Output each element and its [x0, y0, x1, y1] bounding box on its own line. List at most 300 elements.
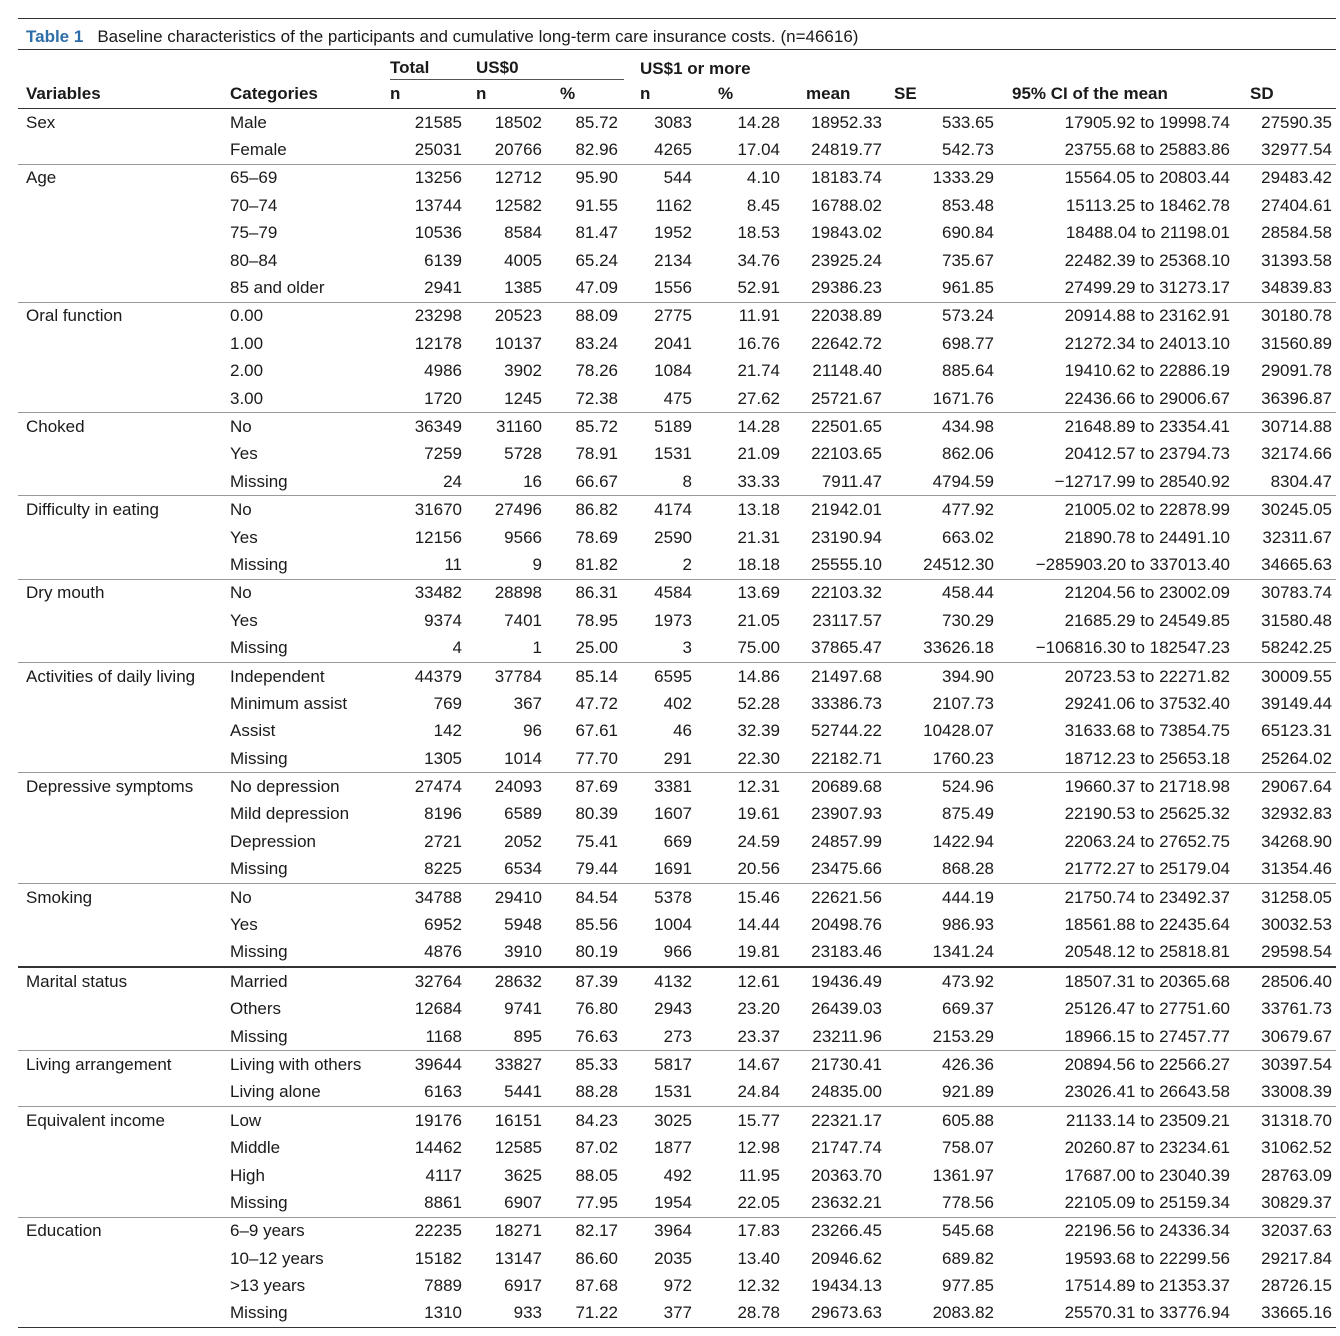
cell-mean: 25721.67	[811, 388, 883, 408]
table-row	[18, 1107, 1336, 1135]
cell-us1-pct: 52.28	[737, 693, 781, 713]
cell-us1-pct: 12.98	[737, 1138, 781, 1158]
cell-variable	[18, 220, 224, 247]
cell-us1-pct: 19.61	[737, 804, 781, 824]
cell-ci: −12717.99 to 28540.92	[1054, 471, 1231, 491]
cell-category: Yes	[230, 444, 258, 464]
cell-sd: 30180.78	[1236, 302, 1336, 330]
table-row	[18, 136, 1336, 164]
cell-us1-n: 4584	[624, 579, 702, 607]
cell-category: 10–12 years	[230, 1248, 324, 1268]
col-mean: mean	[786, 80, 888, 109]
table-row	[18, 441, 1336, 468]
table-row	[18, 1272, 1336, 1299]
cell-sd: 29483.42	[1236, 164, 1336, 192]
cell-se: 698.77	[942, 333, 995, 353]
cell-us1-n: 5189	[624, 413, 702, 441]
cell-category: Depression	[230, 831, 316, 851]
cell-variable	[18, 1134, 224, 1161]
table-caption	[18, 19, 1336, 50]
cell-total-n: 4	[452, 638, 462, 658]
cell-se: 24512.30	[923, 554, 995, 574]
cell-us0-pct: 76.80	[575, 999, 618, 1019]
cell-sd: 8304.47	[1270, 471, 1333, 491]
cell-variable	[18, 745, 224, 773]
cell-sd: 28763.09	[1261, 1165, 1333, 1185]
cell-us1-pct: 28.78	[702, 1300, 786, 1328]
table-row	[18, 1162, 1336, 1189]
cell-us1-n: 2943	[654, 999, 692, 1019]
cell-variable	[18, 856, 224, 884]
cell-mean: 23907.93	[811, 804, 883, 824]
cell-variable	[18, 718, 224, 745]
cell-ci: 27499.29 to 31273.17	[1064, 278, 1231, 298]
table-row	[18, 883, 1336, 911]
cell-us1-n: 4265	[654, 140, 692, 160]
cell-sd: 32037.63	[1236, 1217, 1336, 1245]
cell-variable	[18, 911, 224, 938]
cell-mean: 19434.13	[811, 1276, 883, 1296]
table-row	[18, 385, 1336, 413]
cell-mean: 23190.94	[811, 527, 883, 547]
table-row	[18, 856, 1336, 884]
cell-us1-n: 1162	[655, 195, 692, 215]
cell-se: 394.90	[888, 662, 998, 690]
cell-total-n: 11	[444, 554, 462, 574]
cell-us0-pct: 84.54	[546, 883, 624, 911]
cell-mean: 24835.00	[811, 1082, 883, 1102]
cell-ci: 20723.53 to 22271.82	[998, 662, 1236, 690]
cell-total-n: 4117	[425, 1165, 462, 1185]
cell-us0-n: 5948	[504, 915, 542, 935]
cell-sd: 34839.83	[1261, 278, 1333, 298]
cell-us1-pct: 33.33	[737, 471, 781, 491]
cell-us0-n: 6589	[504, 804, 542, 824]
table-row	[18, 745, 1336, 773]
cell-mean: 25555.10	[811, 554, 883, 574]
cell-total-n: 6952	[424, 915, 462, 935]
cell-se: 690.84	[942, 223, 995, 243]
cell-us0-n: 7401	[504, 610, 542, 630]
cell-us1-pct: 14.28	[702, 413, 786, 441]
cell-sd: 30783.74	[1236, 579, 1336, 607]
cell-se: 2107.73	[932, 693, 995, 713]
cell-mean: 22501.65	[786, 413, 888, 441]
cell-category: 2.00	[230, 361, 264, 381]
cell-total-n: 12684	[414, 999, 462, 1019]
cell-se: 758.07	[942, 1138, 995, 1158]
cell-us1-pct: 13.18	[702, 496, 786, 524]
cell-mean: 23211.96	[812, 1026, 883, 1046]
cell-total-n: 6139	[424, 250, 462, 270]
cell-us0-pct: 78.91	[575, 444, 618, 464]
cell-us1-pct: 14.44	[737, 915, 781, 935]
cell-category: 3.00	[230, 388, 264, 408]
cell-us0-n: 12712	[466, 164, 546, 192]
cell-us0-n: 3902	[504, 361, 542, 381]
cell-us0-pct: 87.39	[546, 967, 624, 995]
cell-mean: 24819.77	[811, 140, 883, 160]
cell-se: 663.02	[942, 527, 995, 547]
cell-total-n: 6163	[424, 1082, 462, 1102]
cell-ci: 19410.62 to 22886.19	[1064, 361, 1231, 381]
cell-us0-n: 31160	[466, 413, 546, 441]
cell-us1-pct: 12.31	[702, 773, 786, 801]
cell-us0-n: 9566	[504, 527, 542, 547]
cell-us1-n: 2041	[654, 333, 692, 353]
cell-us1-n: 402	[663, 693, 692, 713]
cell-se: 10428.07	[923, 721, 995, 741]
cell-us0-pct: 91.55	[575, 195, 618, 215]
cell-mean: 24857.99	[811, 831, 883, 851]
cell-se: 2153.29	[932, 1026, 995, 1046]
cell-sd: 31318.70	[1236, 1107, 1336, 1135]
cell-se: 868.28	[942, 859, 995, 879]
table-body	[18, 109, 1336, 1328]
cell-us0-pct: 66.67	[575, 471, 618, 491]
cell-se: 778.56	[942, 1192, 995, 1212]
cell-us1-pct: 52.91	[737, 278, 781, 298]
cell-us0-pct: 75.41	[575, 831, 618, 851]
cell-us1-n: 1531	[654, 444, 692, 464]
cell-us1-n: 3381	[624, 773, 702, 801]
cell-ci: 17687.00 to 23040.39	[1064, 1165, 1231, 1185]
cell-ci: 21133.14 to 23509.21	[998, 1107, 1236, 1135]
cell-us0-n: 3625	[504, 1165, 542, 1185]
cell-total-n: 4986	[424, 361, 462, 381]
cell-mean: 21497.68	[786, 662, 888, 690]
cell-se: 524.96	[888, 773, 998, 801]
cell-us0-n: 29410	[466, 883, 546, 911]
table-container	[18, 18, 1336, 1328]
cell-us1-pct: 18.53	[737, 223, 781, 243]
cell-sd: 65123.31	[1261, 721, 1333, 741]
cell-mean: 22642.72	[811, 333, 883, 353]
cell-variable: Depressive symptoms	[18, 773, 224, 801]
col-us0-n: n	[466, 80, 546, 109]
table-row	[18, 634, 1336, 662]
cell-total-n: 39644	[390, 1051, 466, 1079]
cell-sd: 32311.67	[1262, 527, 1333, 547]
cell-us1-n: 1954	[654, 1192, 692, 1212]
cell-us1-pct: 75.00	[737, 638, 781, 658]
cell-category: 85 and older	[230, 278, 325, 298]
cell-us0-pct: 95.90	[546, 164, 624, 192]
cell-sd: 29217.84	[1261, 1248, 1333, 1268]
cell-mean: 22621.56	[786, 883, 888, 911]
cell-us0-n: 20766	[494, 140, 542, 160]
table-row	[18, 496, 1336, 524]
col-ci: 95% CI of the mean	[998, 80, 1236, 109]
cell-us0-n: 96	[523, 721, 542, 741]
cell-category: Missing	[224, 1300, 390, 1328]
table-row	[18, 718, 1336, 745]
cell-category: 0.00	[224, 302, 390, 330]
cell-sd: 39149.44	[1261, 693, 1333, 713]
cell-ci: 22063.24 to 27652.75	[1064, 831, 1231, 851]
cell-us1-n: 492	[663, 1165, 692, 1185]
cell-mean: 23925.24	[811, 250, 883, 270]
table-row	[18, 274, 1336, 302]
cell-us1-n: 1607	[654, 804, 692, 824]
cell-us0-pct: 82.96	[575, 140, 618, 160]
cell-us1-n: 4132	[624, 967, 702, 995]
cell-category: Independent	[224, 662, 390, 690]
cell-se: 426.36	[888, 1051, 998, 1079]
cell-us1-pct: 11.95	[738, 1165, 781, 1185]
cell-category: Yes	[230, 915, 258, 935]
cell-se: 1422.94	[932, 831, 995, 851]
cell-sd: 32174.66	[1261, 444, 1333, 464]
cell-ci: 21272.34 to 24013.10	[1064, 333, 1231, 353]
cell-us0-pct: 67.61	[575, 721, 618, 741]
cell-category: Missing	[230, 748, 288, 768]
cell-us1-n: 273	[663, 1026, 692, 1046]
cell-us1-pct: 12.32	[737, 1276, 781, 1296]
cell-variable	[18, 1189, 224, 1217]
cell-total-n: 13744	[414, 195, 462, 215]
cell-us0-pct: 82.17	[546, 1217, 624, 1245]
cell-us1-n: 3	[682, 638, 692, 658]
cell-total-n: 12178	[414, 333, 462, 353]
cell-category: Mild depression	[230, 804, 350, 824]
cell-mean: 21942.01	[786, 496, 888, 524]
table-row	[18, 662, 1336, 690]
cell-variable: Living arrangement	[18, 1051, 224, 1079]
cell-se: 33626.18	[923, 638, 995, 658]
cell-us0-pct: 84.23	[546, 1107, 624, 1135]
cell-us0-pct: 80.19	[575, 942, 618, 962]
cell-us0-n: 1245	[504, 388, 542, 408]
table-row	[18, 109, 1336, 137]
cell-ci: 21890.78 to 24491.10	[1064, 527, 1231, 547]
table-row	[18, 468, 1336, 496]
cell-sd: 58242.25	[1261, 638, 1333, 658]
cell-us0-n: 5441	[504, 1082, 542, 1102]
header-group-row	[18, 50, 1336, 80]
cell-category: No	[224, 883, 390, 911]
cell-category: 65–69	[224, 164, 390, 192]
cell-us1-pct: 20.56	[737, 859, 781, 879]
cell-us1-pct: 15.46	[702, 883, 786, 911]
cell-category: Missing	[230, 1026, 288, 1046]
cell-variable: Smoking	[18, 883, 224, 911]
cell-mean: 18183.74	[786, 164, 888, 192]
cell-sd: 34665.63	[1261, 554, 1333, 574]
table-row	[18, 579, 1336, 607]
cell-se: 986.93	[942, 915, 995, 935]
cell-us1-n: 1531	[654, 1082, 692, 1102]
cell-total-n: 4876	[424, 942, 462, 962]
cell-us0-n: 16151	[466, 1107, 546, 1135]
cell-ci: 22196.56 to 24336.34	[998, 1217, 1236, 1245]
cell-us0-n: 6534	[504, 859, 542, 879]
cell-total-n: 44379	[390, 662, 466, 690]
cell-variable	[18, 1079, 224, 1107]
cell-se: 1760.23	[932, 748, 995, 768]
cell-us0-n: 37784	[466, 662, 546, 690]
cell-us1-n: 1004	[654, 915, 692, 935]
cell-total-n: 36349	[390, 413, 466, 441]
cell-category: 6–9 years	[224, 1217, 390, 1245]
cell-variable	[18, 441, 224, 468]
cell-variable	[18, 1162, 224, 1189]
cell-sd: 27404.61	[1261, 195, 1333, 215]
cell-us0-pct: 65.24	[575, 250, 618, 270]
header-total: Total	[390, 50, 466, 80]
cell-mean: 19843.02	[811, 223, 883, 243]
cell-us1-n: 2775	[624, 302, 702, 330]
cell-ci: 20548.12 to 25818.81	[1064, 942, 1231, 962]
cell-category: Living with others	[224, 1051, 390, 1079]
cell-sd: 30245.05	[1236, 496, 1336, 524]
cell-ci: 20412.57 to 23794.73	[1064, 444, 1231, 464]
cell-us1-pct: 18.18	[737, 554, 781, 574]
cell-us0-pct: 78.26	[575, 361, 618, 381]
cell-se: 434.98	[888, 413, 998, 441]
cell-sd: 31393.58	[1261, 250, 1333, 270]
cell-ci: −285903.20 to 337013.40	[1035, 554, 1231, 574]
table-label: Table 1	[26, 27, 84, 46]
cell-se: 444.19	[888, 883, 998, 911]
header-us0: US$0	[466, 50, 624, 80]
cell-us0-pct: 88.09	[546, 302, 624, 330]
cell-sd: 28506.40	[1236, 967, 1336, 995]
table-row	[18, 967, 1336, 995]
table-row	[18, 302, 1336, 330]
cell-mean: 20363.70	[811, 1165, 883, 1185]
cell-us1-pct: 16.76	[737, 333, 781, 353]
cell-variable	[18, 551, 224, 579]
cell-se: 573.24	[888, 302, 998, 330]
cell-total-n: 13256	[390, 164, 466, 192]
cell-us0-pct: 85.72	[575, 112, 618, 132]
cell-us0-n: 6917	[504, 1276, 542, 1296]
cell-total-n: 15182	[414, 1248, 462, 1268]
cell-sd: 28726.15	[1261, 1276, 1333, 1296]
cell-ci: 18488.04 to 21198.01	[1065, 223, 1231, 243]
cell-category: Living alone	[230, 1082, 321, 1102]
cell-ci: 20914.88 to 23162.91	[998, 302, 1236, 330]
cell-us1-n: 46	[673, 721, 692, 741]
table-row	[18, 1300, 1336, 1328]
cell-ci: 21648.89 to 23354.41	[998, 413, 1236, 441]
cell-us1-n: 966	[663, 942, 692, 962]
cell-ci: 22190.53 to 25625.32	[1064, 804, 1231, 824]
table-row	[18, 524, 1336, 551]
cell-variable	[18, 1272, 224, 1299]
cell-ci: 21685.29 to 24549.85	[1064, 610, 1231, 630]
cell-variable	[18, 607, 224, 634]
cell-se: 473.92	[888, 967, 998, 995]
cell-ci: 23026.41 to 26643.58	[1064, 1082, 1231, 1102]
cell-variable	[18, 468, 224, 496]
cell-ci: 29241.06 to 37532.40	[1064, 693, 1231, 713]
cell-sd: 30032.53	[1261, 915, 1333, 935]
cell-ci: 17905.92 to 19998.74	[1064, 112, 1231, 132]
table-row	[18, 551, 1336, 579]
cell-total-n: 22235	[390, 1217, 466, 1245]
cell-ci: 18561.88 to 22435.64	[1064, 915, 1231, 935]
cell-us0-n: 18502	[494, 112, 542, 132]
cell-category: 75–79	[230, 223, 278, 243]
cell-sd: 31354.46	[1261, 859, 1333, 879]
cell-ci: 20260.87 to 23234.61	[1064, 1138, 1231, 1158]
table-row	[18, 607, 1336, 634]
cell-total-n: 23298	[390, 302, 466, 330]
cell-us1-n: 1952	[654, 223, 692, 243]
cell-us1-pct: 14.67	[702, 1051, 786, 1079]
cell-total-n: 7889	[424, 1276, 462, 1296]
cell-us1-pct: 4.10	[702, 164, 786, 192]
cell-us1-pct: 11.91	[702, 302, 786, 330]
cell-se: 4794.59	[932, 471, 995, 491]
cell-mean: 16788.02	[811, 195, 883, 215]
cell-mean: 21148.40	[812, 361, 883, 381]
data-table	[18, 50, 1336, 1328]
cell-se: 1341.24	[932, 942, 995, 962]
cell-sd: 30009.55	[1236, 662, 1336, 690]
cell-sd: 33008.39	[1261, 1082, 1333, 1102]
cell-total-n: 1168	[425, 1026, 462, 1046]
cell-se: 735.67	[942, 250, 995, 270]
cell-us0-pct: 86.60	[575, 1248, 618, 1268]
cell-total-n: 25031	[414, 140, 462, 160]
cell-us1-n: 669	[663, 831, 692, 851]
cell-total-n: 1310	[390, 1300, 466, 1328]
cell-us0-n: 27496	[466, 496, 546, 524]
cell-sd: 31580.48	[1261, 610, 1333, 630]
cell-total-n: 10536	[414, 223, 462, 243]
col-categories: Categories	[224, 80, 390, 109]
cell-category: Middle	[230, 1138, 281, 1158]
cell-us1-n: 6595	[624, 662, 702, 690]
cell-category: 1.00	[230, 333, 264, 353]
cell-us0-n: 8584	[504, 223, 542, 243]
cell-us1-pct: 22.05	[737, 1192, 781, 1212]
cell-variable	[18, 358, 224, 385]
cell-se: 862.06	[942, 444, 995, 464]
header-column-row	[18, 80, 1336, 109]
cell-total-n: 34788	[390, 883, 466, 911]
cell-us0-pct: 79.44	[575, 859, 618, 879]
cell-us0-pct: 76.63	[575, 1026, 618, 1046]
cell-sd: 30829.37	[1261, 1192, 1333, 1212]
table-row	[18, 939, 1336, 967]
col-variables: Variables	[18, 80, 224, 109]
cell-us0-n: 33827	[466, 1051, 546, 1079]
cell-total-n: 31670	[390, 496, 466, 524]
cell-us0-pct: 87.02	[575, 1138, 618, 1158]
cell-us0-n: 1385	[504, 278, 542, 298]
cell-mean: 37865.47	[811, 638, 883, 658]
cell-total-n: 12156	[414, 527, 462, 547]
cell-us1-n: 4174	[624, 496, 702, 524]
cell-mean: 22038.89	[786, 302, 888, 330]
cell-us0-pct: 85.33	[546, 1051, 624, 1079]
cell-category: Low	[224, 1107, 390, 1135]
cell-us0-n: 4005	[504, 250, 542, 270]
cell-variable: Sex	[26, 112, 56, 132]
cell-us0-n: 10137	[494, 333, 542, 353]
cell-us0-n: 2052	[504, 831, 542, 851]
col-us1-pct: %	[702, 80, 786, 109]
cell-mean: 20498.76	[811, 915, 883, 935]
cell-us0-pct: 47.09	[575, 278, 618, 298]
cell-variable	[18, 274, 224, 302]
cell-se: 477.92	[888, 496, 998, 524]
cell-us1-pct: 27.62	[737, 388, 781, 408]
